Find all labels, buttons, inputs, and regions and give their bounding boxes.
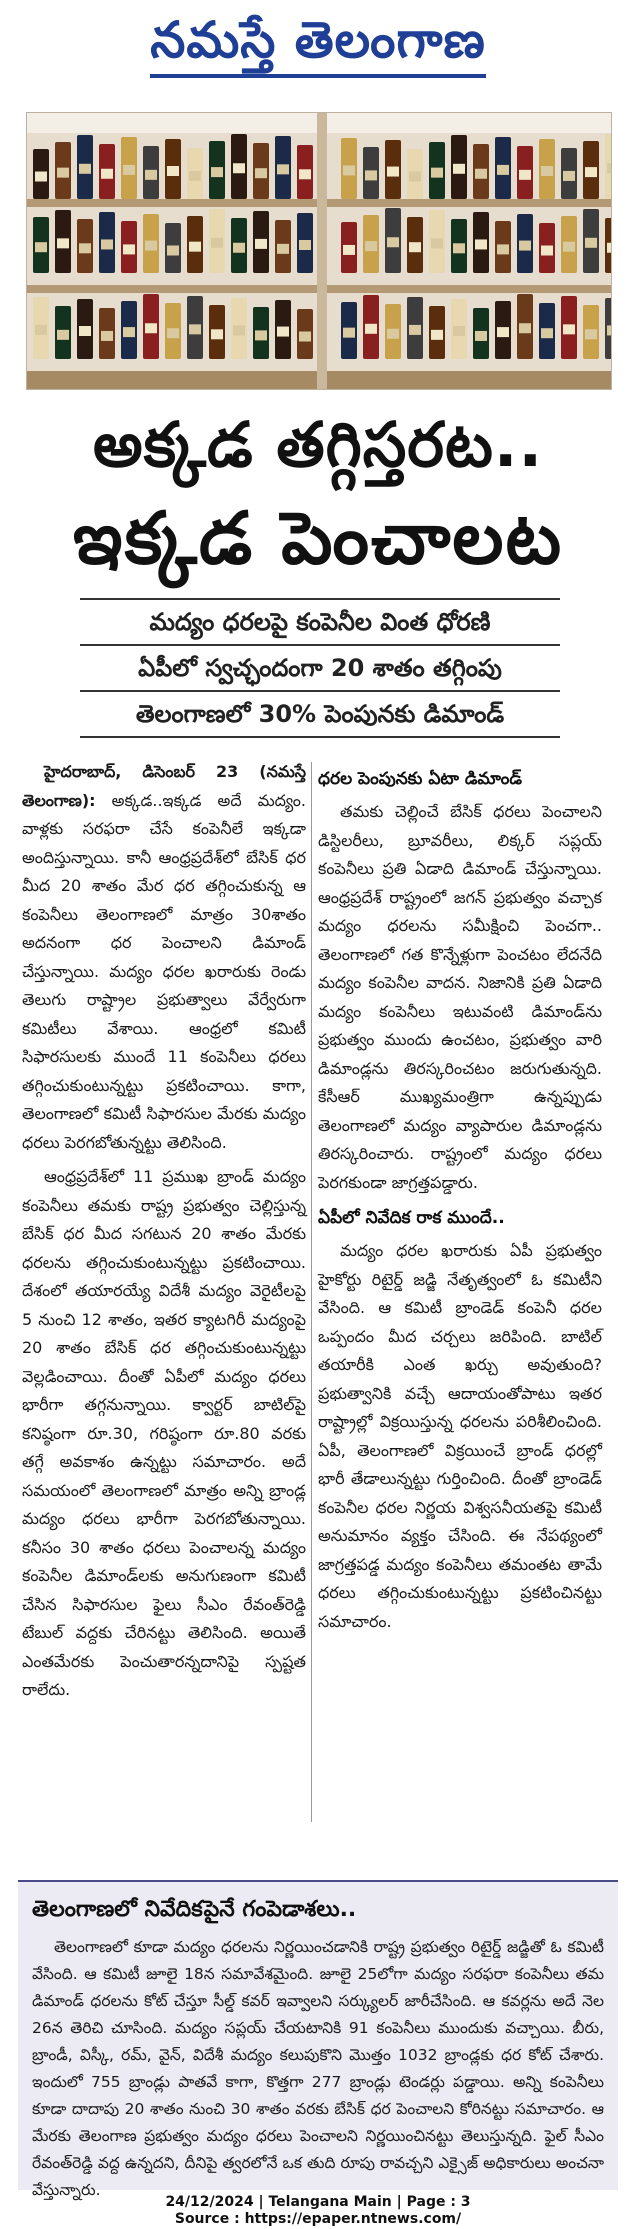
bottle-label-shape bbox=[255, 239, 267, 249]
bottle-label-shape bbox=[563, 242, 575, 252]
headline-line-2: ఇక్కడ పెంచాలట bbox=[72, 496, 564, 580]
masthead-rule bbox=[150, 74, 486, 78]
bottle-label-shape bbox=[189, 324, 201, 334]
bottle-label-shape bbox=[607, 325, 612, 335]
bottle-label-shape bbox=[519, 241, 531, 251]
bottle-label-shape bbox=[277, 164, 289, 174]
sidebar-box bbox=[18, 1880, 618, 2199]
bottle-label-shape bbox=[167, 166, 179, 176]
bottle-label-shape bbox=[475, 169, 487, 179]
bottle-label-shape bbox=[519, 323, 531, 333]
bottle-label-shape bbox=[101, 239, 113, 249]
bottle-label-shape bbox=[277, 327, 289, 337]
newspaper-name: నమస్తే తెలంగాణ bbox=[150, 10, 486, 69]
bottle-label-shape bbox=[57, 330, 69, 340]
bottle-label-shape bbox=[387, 237, 399, 247]
bottle-label-shape bbox=[101, 331, 113, 341]
masthead bbox=[0, 0, 636, 108]
bottle-label-shape bbox=[497, 244, 509, 254]
bottle-label-shape bbox=[211, 167, 223, 177]
subhead-rule-2 bbox=[80, 690, 560, 692]
right-paragraph-2: మద్యం ధరల ఖరారుకు ఏపీ ప్రభుత్వం హైకోర్టు రిటైర్డ్ జడ్జి నేతృత్వంలో ఓ కమిటీని వేసింది. ఆ కమిటీ బ్రాండెడ్ కంపెనీ ధరల ఒప్పందం మీద చర్చలు జరిపింది. బాటిల్ తయారీకి ఎంత ఖర్చు అవుతుంది? ప్రభుత్వానికి వచ్చే ఆదాయంతోపాటు ఇతర రాష్ట్రాల్లో విక్రయిస్తున్న ధరలను పరిశీలించింది. ఏపీ, తెలంగాణలో విక్రయించే బ్రాండ్ ధరల్లో భారీ తేడాలున్నట్టు గుర్తించింది. దీంతో బ్రాండెడ్ కంపెనీల ధరల నిర్ణయ విశ్వసనీయతపై కమిటీ అనుమానం వ్యక్తం చేసింది. ఈ నేపథ్యంలో జాగ్రత్తపడ్డ మద్యం కంపెనీలు తమంతట తామే ధరలు తగ్గించుకుంటున్నట్టు ప్రకటించినట్టు సమాచారం. bbox=[318, 1241, 602, 1631]
bottle-label-shape bbox=[365, 241, 377, 251]
footer-source-line: Source : https://epaper.ntnews.com/ bbox=[174, 2211, 462, 2227]
article-right-column bbox=[318, 758, 602, 1642]
right-subheading-2: ఏపీలో నివేదిక రాక ముందే.. bbox=[318, 1208, 505, 1228]
headline-line-1: అక్కడ తగ్గిస్తరట.. bbox=[92, 408, 544, 481]
bottle-label-shape bbox=[541, 246, 553, 256]
bottle-label-shape bbox=[541, 328, 553, 338]
bottle-label-shape bbox=[35, 172, 47, 182]
bottle-label-shape bbox=[453, 326, 465, 336]
photo-illustration bbox=[27, 113, 612, 390]
bottle-label-shape bbox=[79, 243, 91, 253]
bottle-label-shape bbox=[365, 170, 377, 180]
bottle-label-shape bbox=[497, 165, 509, 175]
bottle-label-shape bbox=[343, 328, 355, 338]
bottle-label-shape bbox=[123, 327, 135, 337]
bottle-label-shape bbox=[255, 168, 267, 178]
bottle-label-shape bbox=[585, 167, 597, 177]
subhead-3: తెలంగాణలో 30% పెంపునకు డిమాండ్ bbox=[135, 700, 505, 728]
bottle-label-shape bbox=[563, 171, 575, 181]
bottle-label-shape bbox=[541, 166, 553, 176]
bottle-label-shape bbox=[475, 239, 487, 249]
subhead-2: ఏపీలో స్వచ్ఛందంగా 20 శాతం తగ్గింపు bbox=[138, 654, 502, 682]
bottle-label-shape bbox=[145, 323, 157, 333]
bottle-label-shape bbox=[343, 165, 355, 175]
bottle-label-shape bbox=[343, 245, 355, 255]
bottle-label-shape bbox=[57, 238, 69, 248]
left-paragraph-2: ఆంధ్రప్రదేశ్‌లో 11 ప్రముఖ బ్రాండ్ మద్యం కంపెనీలు తమకు రాష్ట్ర ప్రభుత్వం చెల్లిస్తున్న బేసిక్ ధర మీద సగటున 20 శాతం మేరకు ధరలను తగ్గించుకుంటున్నట్టు ప్రకటించాయి. దేశంలో తయారయ్యే విదేశీ మద్యం వెరైటీలపై 5 నుంచి 12 శాతం, ఇతర క్యాటగిరీ మద్యంపై 20 శాతం బేసిక్ ధర తగ్గించుకుంటున్నట్టు వెల్లడించాయి. దీంతో ఏపీలో మద్యం ధరలు భారీగా తగ్గనున్నాయి. క్వార్టర్ బాటిల్‌పై కనిష్ఠంగా రూ.30, గరిష్ఠంగా రూ.80 వరకు తగ్గే అవకాశం ఉన్నట్టు సమాచారం. అదే సమయంలో తెలంగాణలో మాత్రం అన్ని బ్రాండ్ల మద్యం ధరలు భారీగా పెరగబోతున్నాయి. కనీసం 30 శాతం ధరలు పెంచాలన్న మద్యం కంపెనీల డిమాండ్‌లకు అనుగుణంగా కమిటీ చేసిన సిఫారసుల ఫైలు సీఎం రేవంత్‌రెడ్డి టేబుల్ వద్దకు చేరినట్టు తెలిసింది. అయితే ఎంతమేరకు పెంచుతారన్నదానిపై స్పష్టత రాలేదు. bbox=[22, 1167, 306, 1699]
liquor-shelf-photo bbox=[26, 112, 612, 390]
bottle-label-shape bbox=[475, 331, 487, 341]
bottle-label-shape bbox=[607, 243, 612, 253]
bottle-label-shape bbox=[79, 164, 91, 174]
bottle-label-shape bbox=[497, 327, 509, 337]
footer-edition-line: 24/12/2024 | Telangana Main | Page : 3 bbox=[165, 2194, 471, 2210]
bottle-label-shape bbox=[607, 163, 612, 173]
bottle-label-shape bbox=[233, 163, 245, 173]
bottle-label-shape bbox=[101, 169, 113, 179]
bottle-label-shape bbox=[123, 244, 135, 254]
bottle-label-shape bbox=[365, 324, 377, 334]
bottle-label-shape bbox=[35, 242, 47, 252]
bottle-label-shape bbox=[233, 243, 245, 253]
article-left-column bbox=[22, 758, 306, 1711]
bottle-label-shape bbox=[35, 325, 47, 335]
subhead-1: మద్యం ధరలపై కంపెనీల వింత ధోరణి bbox=[149, 608, 491, 636]
bottle-label-shape bbox=[211, 238, 223, 248]
bottle-label-shape bbox=[299, 332, 311, 342]
bottle-label-shape bbox=[563, 324, 575, 334]
box-body: తెలంగాణలో కూడా మద్యం ధరలను నిర్ణయించడానికి రాష్ట్ర ప్రభుత్వం రిటైర్డ్ జడ్జితో ఓ కమిటీ వేసింది. ఆ కమిటీ జూలై 18న సమావేశమైంది. జూలై 25లోగా మద్యం సరఫరా కంపెనీలు తమ డిమాండ్ ధరలను కోట్ చేస్తూ సీల్డ్ కవర్ ఇవ్వాలని సర్క్యులర్ జారీచేసింది. ఆ కవర్లను అదే నెల 26న తెరిచి చూసింది. మద్యం సప్లయ్ చేయటానికి 91 కంపెనీలు ముందుకు వచ్చాయి. బీరు, బ్రాండీ, విస్కీ, రమ్, వైన్, విదేశీ మద్యం కలుపుకొని మొత్తం 1032 బ్రాండ్లకు ధర కోట్ చేశారు. ఇందులో 755 బ్రాండ్లు పాతవే కాగా, కొత్తగా 277 బ్రాండ్లు టెండర్లు పడ్డాయి. అన్ని కంపెనీలు కూడా దాదాపు 20 శాతం నుంచి 30 శాతం వరకు బేసిక్ ధర పెంచాలని కోరినట్టు సమాచారం. ఆ మేరకు తెలంగాణ ప్రభుత్వం మద్యం ధరలు పెంచాలని నిర్ణయించినట్టు తెలుస్తున్నది. ఫైల్ సీఎం రేవంత్‌రెడ్డి వద్ద ఉన్నదని, దీనిపై త్వరలోనే ఒక తుది రూపు రావచ్చని ఎక్సైజ్ అధికారులు అంచనా వేస్తున్నారు. bbox=[32, 1938, 604, 2199]
bottle-label-shape bbox=[145, 241, 157, 251]
bottle-label-shape bbox=[453, 243, 465, 253]
subhead-rule-top bbox=[80, 598, 560, 600]
bottle-label-shape bbox=[57, 168, 69, 178]
bottle-label-shape bbox=[585, 238, 597, 248]
bottle-label-shape bbox=[409, 325, 421, 335]
bottle-label-shape bbox=[277, 244, 289, 254]
bottle-label-shape bbox=[453, 164, 465, 174]
bottle-label-shape bbox=[255, 330, 267, 340]
subhead-rule-1 bbox=[80, 644, 560, 646]
footer bbox=[0, 2194, 636, 2228]
bottle-label-shape bbox=[431, 330, 443, 340]
right-paragraph-1: తమకు చెల్లించే బేసిక్ ధరలు పెంచాలని డిస్టిలరీలు, బ్రూవరీలు, లిక్కర్ సప్లయ్ కంపెనీలు ప్రతి ఏడాది డిమాండ్ చేస్తున్నాయి. ఆంధ్రప్రదేశ్ రాష్ట్రంలో జగన్ ప్రభుత్వం వచ్చాక మద్యం ధరలను సమీక్షించి పెంచగా.. తెలంగాణలో గత కొన్నేళ్లుగా పెంచటం లేదనేది మద్యం కంపెనీల వాదన. నిజానికి ప్రతి ఏడాది మద్యం కంపెనీలు ఇటువంటి డిమాండ్‌ను ప్రభుత్వం ముందు ఉంచటం, ప్రభుత్వం వారి డిమాండ్లను తిరస్కరించటం జరుగుతున్నది. కేసీఆర్ ముఖ్యమంత్రిగా ఉన్నప్పుడు తెలంగాణలో మద్యం వ్యాపారుల డిమాండ్లను తిరస్కరించారు. రాష్ట్రంలో మద్యం ధరలు పెరగకుండా జాగ్రత్తపడ్డారు. bbox=[318, 802, 602, 1192]
left-paragraph-1: అక్కడ..ఇక్కడ అదే మద్యం. వాళ్లకు సరఫరా చేసే కంపెనీలే ఇక్కడా అందిస్తున్నాయి. కానీ ఆంధ్రప్రదేశ్‌లో బేసిక్ ధర మీద 20 శాతం మేర ధర తగ్గించుకున్న ఆ కంపెనీలు తెలంగాణలో మాత్రం 30శాతం అదనంగా ధర పెంచాలని డిమాండ్ చేస్తున్నాయి. మద్యం ధరల ఖరారుకు రెండు తెలుగు రాష్ట్రాల ప్రభుత్వాలు వేర్వేరుగా కమిటీలు వేశాయి. ఆంధ్రలో కమిటీ సిఫారసులకు ముందే 11 కంపెనీలు ధరలు తగ్గించుకుంటున్నట్టు ప్రకటించాయి. కాగా, తెలంగాణలో కమిటీ సిఫారసుల మేరకు మద్యం ధరలు పెరగబోతున్నట్టు తెలిసింది. bbox=[22, 790, 307, 1152]
dateline: హైదరాబాద్, డిసెంబర్ 23 (నమస్తే తెలంగాణ): bbox=[22, 762, 306, 810]
bottle-label-shape bbox=[123, 165, 135, 175]
right-subheading-1: ధరల పెంపునకు ఏటా డిమాండ్ bbox=[318, 769, 522, 789]
bottle-label-shape bbox=[299, 169, 311, 179]
column-divider bbox=[311, 762, 312, 1822]
box-heading: తెలంగాణలో నివేదికపైనే గంపెడాశలు.. bbox=[32, 1897, 357, 1922]
bottle-label-shape bbox=[189, 171, 201, 181]
subhead-rule-bottom bbox=[80, 736, 560, 738]
bottle-label-shape bbox=[409, 172, 421, 182]
bottle-label-shape bbox=[233, 325, 245, 335]
bottle-label-shape bbox=[387, 167, 399, 177]
bottle-label-shape bbox=[387, 329, 399, 339]
bottle-label-shape bbox=[519, 170, 531, 180]
bottle-label-shape bbox=[409, 242, 421, 252]
bottle-label-shape bbox=[585, 329, 597, 339]
bottle-label-shape bbox=[299, 240, 311, 250]
bottle-label-shape bbox=[79, 326, 91, 336]
bottle-label-shape bbox=[167, 246, 179, 256]
bottle-label-shape bbox=[431, 168, 443, 178]
bottle-label-shape bbox=[145, 170, 157, 180]
bottle-label-shape bbox=[167, 328, 179, 338]
bottle-label-shape bbox=[431, 238, 443, 248]
bottle-label-shape bbox=[189, 242, 201, 252]
bottle-label-shape bbox=[211, 329, 223, 339]
